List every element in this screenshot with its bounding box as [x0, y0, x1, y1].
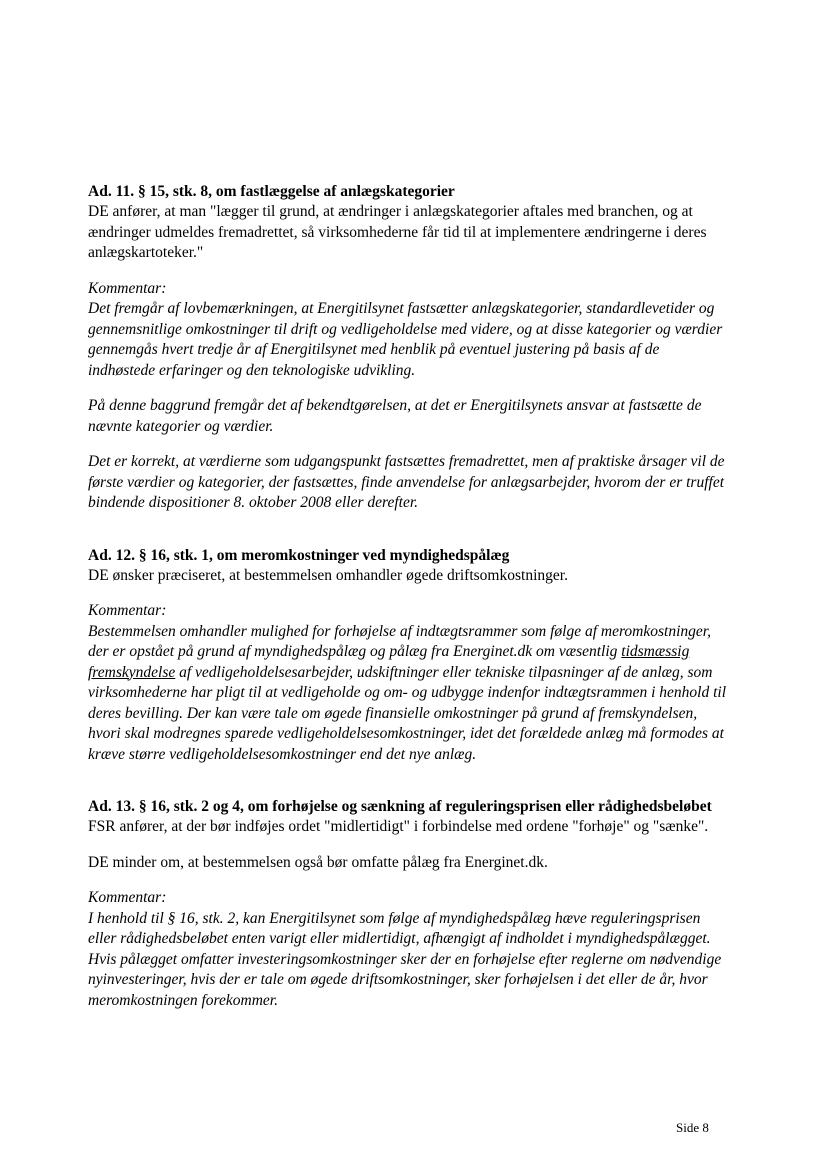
section-body: DE ønsker præciseret, at bestemmelsen omhandler øgede driftsomkostninger.	[88, 566, 568, 584]
section-body: FSR anfører, at der bør indføjes ordet "midlertidigt" i forbindelse med ordene "forhøje" og "sænke".	[88, 818, 709, 835]
comment-text: af vedligeholdelsesarbejder, udskiftninger eller tekniske tilpasninger af de anlæg, som virksomhederne har pligt til at vedligeholde og om- og udbygge indenfor indtægtsrammen i henhold til deres bevilling. Der kan være tale om øgede finansielle omkostninger på grund af fremskyndelsen, hvori skal modregnes sparede vedligeholdelsesomkostninger, idet det forældede anlæg må formodes at kræve større vedligeholdelsesomkostninger end det nye anlæg.	[88, 663, 726, 763]
section-heading: Ad. 13. § 16, stk. 2 og 4, om forhøjelse og sænkning af reguleringsprisen eller rådighedsbeløbet	[88, 798, 712, 815]
section-heading: Ad. 11. § 15, stk. 8, om fastlæggelse af anlægskategorier	[88, 183, 455, 200]
comment-paragraph	[88, 622, 728, 766]
section-body: DE minder om, at bestemmelsen også bør omfatte pålæg fra Energinet.dk.	[88, 853, 548, 871]
comment-paragraph: I henhold til § 16, stk. 2, kan Energitilsynet som følge af myndighedspålæg hæve reguleringsprisen eller rådighedsbeløbet enten varigt eller midlertidigt, afhængigt af indholdet i myndighedspålægget. Hvis pålægget omfatter investeringsomkostninger sker der en forhøjelse efter reglerne om nødvendige nyinvesteringer, hvis der er tale om øgede driftsomkostninger, sker forhøjelsen i det eller de år, hvor meromkostningen forekommer.	[88, 909, 722, 1009]
comment-paragraph: Det er korrekt, at værdierne som udgangspunkt fastsættes fremadrettet, men af praktiske årsager vil de første værdier og kategorier, der fastsættes, finde anvendelse for anlægsarbejder, hvorom der er truffet bindende dispositioner 8. oktober 2008 eller derefter.	[88, 453, 725, 511]
underlined-phrase: tidsmæssig fremskyndelse	[88, 643, 690, 681]
comment-label: Kommentar:	[88, 602, 167, 619]
comment-paragraph: Det fremgår af lovbemærkningen, at Energitilsynet fastsætter anlægskategorier, standardlevetider og gennemsnitlige omkostninger til drift og vedligeholdelse med videre, og at disse kategorier og værdier gennemgås hvert tredje år af Energitilsynet med henblik på eventuel justering på basis af de indhøstede erfaringer og den teknologiske udvikling.	[88, 300, 723, 379]
page-number: Side 8	[676, 1120, 709, 1135]
section-ad-12	[88, 546, 728, 766]
section-ad-11	[88, 182, 728, 514]
document-page	[88, 182, 728, 1011]
comment-label: Kommentar:	[88, 889, 167, 906]
section-body: DE anfører, at man "lægger til grund, at ændringer i anlægskategorier aftales med branchen, og at ændringer udmeldes fremadrettet, så virksomhederne får tid til at implementere ændringerne i deres anlægskartoteker."	[88, 203, 707, 261]
comment-label: Kommentar:	[88, 279, 167, 297]
comment-text: Bestemmelsen omhandler mulighed for forhøjelse af indtægtsrammer som følge af meromkostninger, der er opstået på grund af myndighedspålæg og pålæg fra Energinet.dk om væsentlig	[88, 622, 711, 660]
section-ad-13	[88, 797, 728, 1011]
section-heading: Ad. 12. § 16, stk. 1, om meromkostninger ved myndighedspålæg	[88, 546, 510, 564]
comment-paragraph: På denne baggrund fremgår det af bekendtgørelsen, at det er Energitilsynets ansvar at fastsætte de nævnte kategorier og værdier.	[88, 397, 702, 435]
